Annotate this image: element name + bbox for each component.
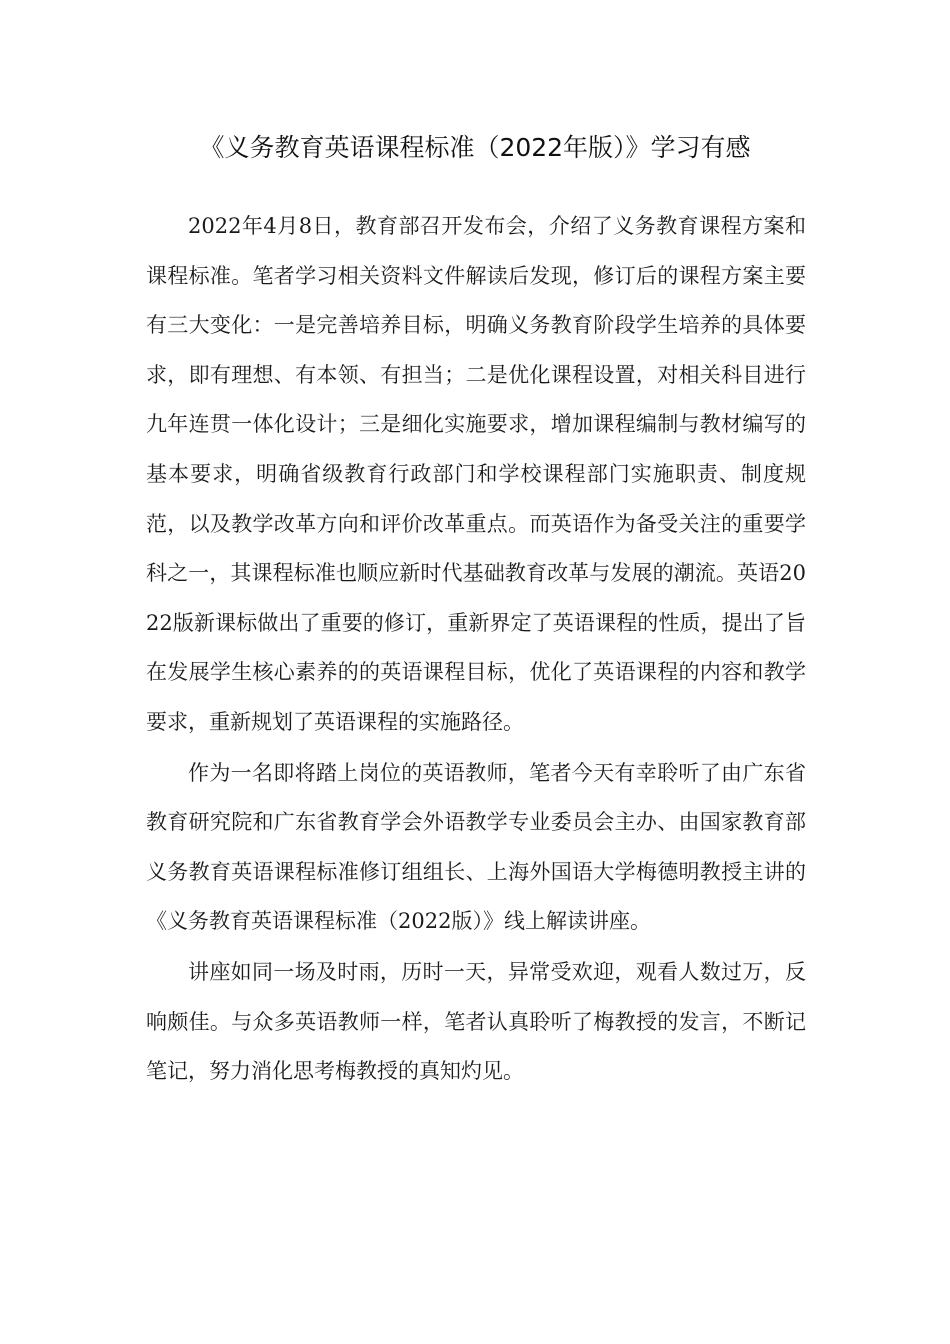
paragraph-3: 讲座如同一场及时雨，历时一天，异常受欢迎，观看人数过万，反响颇佳。与众多英语教师一样，笔者认真聆听了梅教授的发言，不断记笔记，努力消化思考梅教授的真知灼见。 xyxy=(146,959,806,1084)
paragraph-2: 作为一名即将踏上岗位的英语教师，笔者今天有幸聆听了由广东省教育研究院和广东省教育学会外语教学专业委员会主办、由国家教育部义务教育英语课程标准修订组组长、上海外国语大学梅德明教授主讲的《义务教育英语课程标准（2022版）》线上解读讲座。 xyxy=(146,760,806,934)
paragraph-1: 2022年4月8日，教育部召开发布会，介绍了义务教育课程方案和课程标准。笔者学习相关资料文件解读后发现，修订后的课程方案主要有三大变化：一是完善培养目标，明确义务教育阶段学生培养的具体要求，即有理想、有本领、有担当；二是优化课程设置，对相关科目进行九年连贯一体化设计；三是细化实施要求，增加课程编制与教材编写的基本要求，明确省级教育行政部门和学校课程部门实施职责、制度规范，以及教学改革方向和评价改革重点。而英语作为备受关注的重要学科之一，其课程标准也顺应新时代基础教育改革与发展的潮流。英语2022版新课标做出了重要的修订，重新界定了英语课程的性质，提出了旨在发展学生核心素养的的英语课程目标，优化了英语课程的内容和教学要求，重新规划了英语课程的实施路径。 xyxy=(146,214,806,734)
document-title: 《义务教育英语课程标准（2022年版）》学习有感 xyxy=(199,133,751,162)
document-body xyxy=(146,202,806,1097)
